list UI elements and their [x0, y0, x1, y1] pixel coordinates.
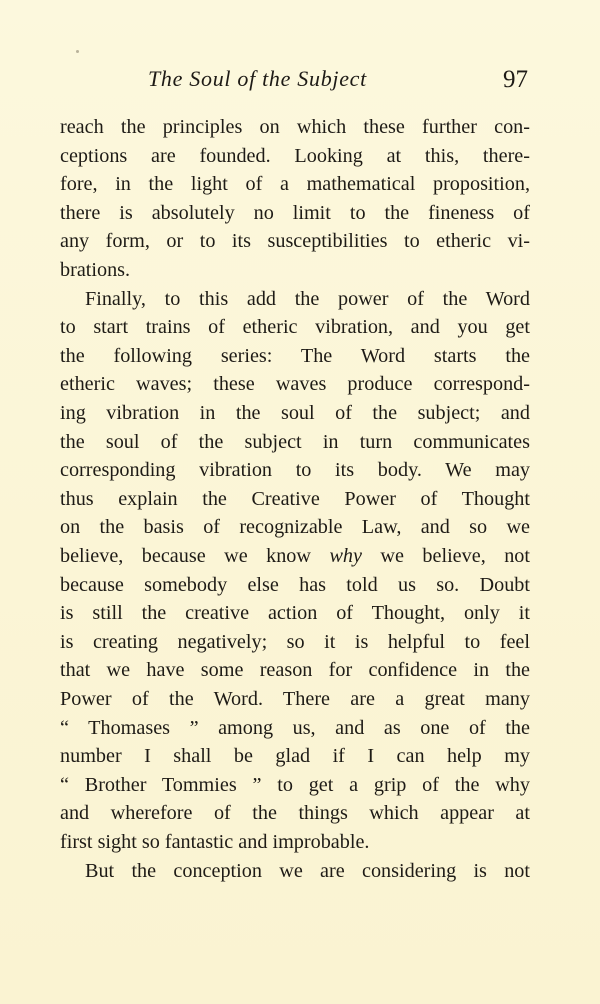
text-line: thus explain the Creative Power of Thought	[60, 487, 530, 510]
text-line: and wherefore of the things which appear at	[60, 802, 530, 825]
text-line: is still the creative action of Thought, only it	[60, 602, 530, 625]
text-line: Finally, to this add the power of the Word	[85, 287, 530, 310]
text-line: fore, in the light of a mathematical proposition,	[60, 173, 530, 196]
page-number: 97	[503, 66, 528, 93]
running-header	[60, 63, 530, 97]
paper-speck	[76, 50, 79, 53]
text-line: because somebody else has told us so. Doubt	[60, 573, 530, 596]
text-line: first sight so fantastic and improbable.	[60, 831, 370, 853]
text-line: Power of the Word. There are a great many	[60, 688, 530, 710]
text-line	[60, 542, 530, 570]
text-line: brations.	[60, 259, 131, 281]
text-line: etheric waves; these waves produce correspond-	[60, 373, 530, 396]
text-line: to start trains of etheric vibration, and you get	[60, 316, 530, 339]
text-line: ceptions are founded. Looking at this, there-	[60, 144, 530, 167]
text-line: the following series: The Word starts the	[60, 344, 530, 367]
text-segment: believe, because we know	[60, 545, 330, 567]
text-line: corresponding vibration to its body. We may	[60, 459, 530, 482]
emphasized-word: why	[329, 545, 362, 567]
text-line: the soul of the subject in turn communicates	[60, 430, 530, 453]
text-line: “ Thomases ” among us, and as one of the	[60, 716, 530, 739]
text-line: reach the principles on which these further con-	[60, 116, 530, 138]
running-title: The Soul of the Subject	[148, 66, 367, 91]
text-line: number I shall be glad if I can help my	[60, 745, 530, 768]
text-line: there is absolutely no limit to the fineness of	[60, 201, 530, 224]
text-line: that we have some reason for confidence in the	[60, 659, 530, 682]
text-line: is creating negatively; so it is helpful to feel	[60, 630, 530, 653]
text-line: any form, or to its susceptibilities to etheric vi-	[60, 230, 530, 253]
body-text	[60, 113, 530, 913]
text-line: But the conception we are considering is not	[85, 859, 530, 882]
text-line: “ Brother Tommies ” to get a grip of the why	[60, 773, 530, 796]
text-segment: we believe, not	[361, 545, 530, 567]
text-line: on the basis of recognizable Law, and so we	[60, 516, 530, 539]
text-line: ing vibration in the soul of the subject; and	[60, 402, 530, 424]
